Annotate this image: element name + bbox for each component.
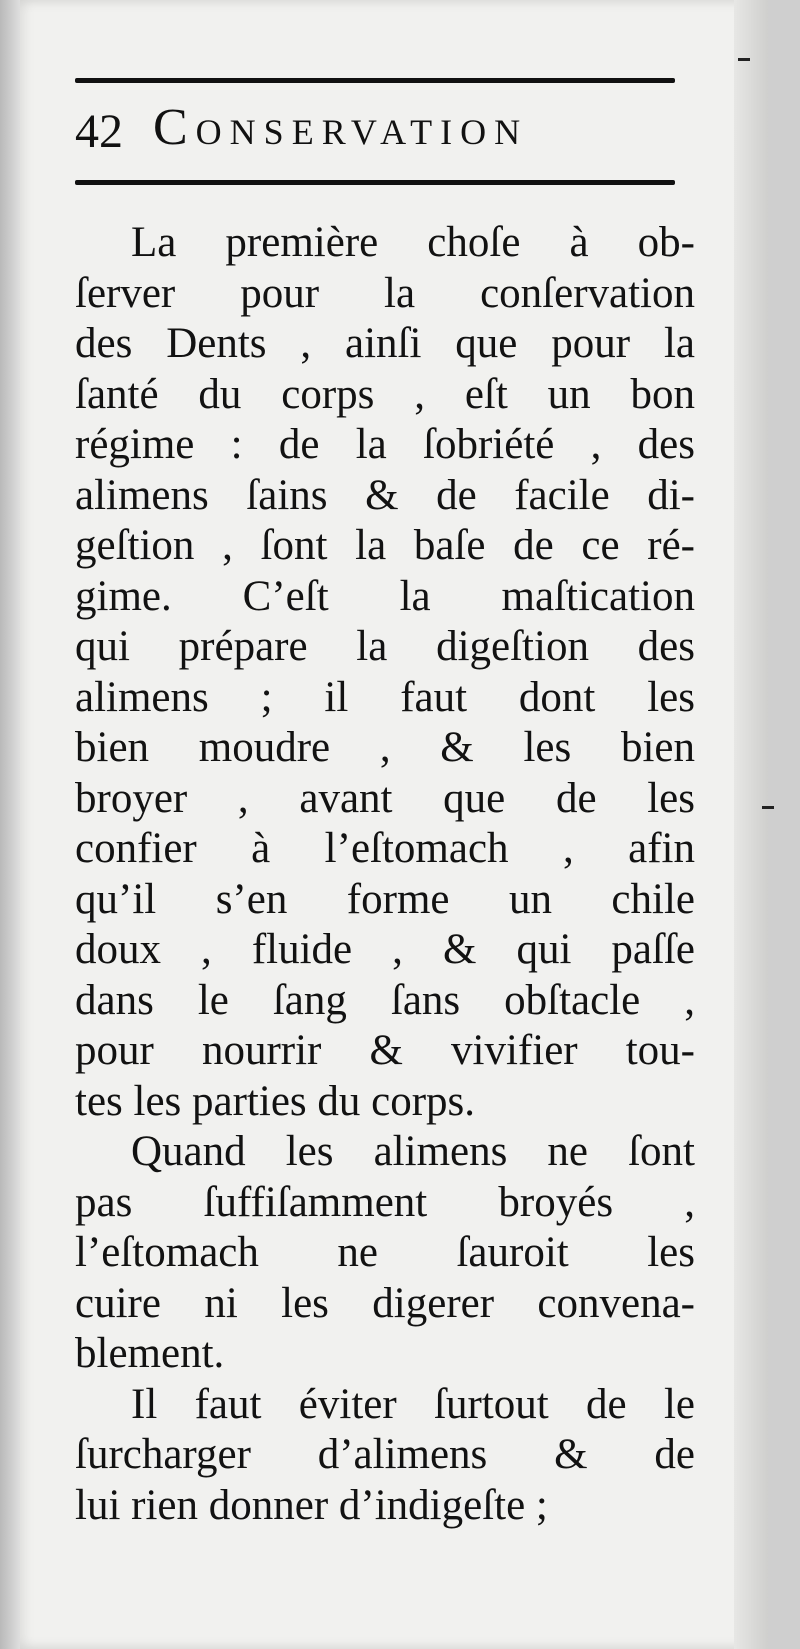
page-number: 42 [75,105,123,158]
header-rule-top [75,78,675,83]
text-line: bien moudre , & les bien [75,724,695,771]
text-line: qui prépare la digeſtion des [75,623,695,670]
text-line: La première choſe à ob- [131,219,695,266]
text-line: ſurcharger d’alimens & de [75,1431,695,1478]
text-line: doux , fluide , & qui paſſe [75,926,695,973]
text-line: des Dents , ainſi que pour la [75,320,695,367]
text-line: tes les parties du corps. [75,1077,476,1125]
text-line: qu’il s’en forme un chile [75,875,695,923]
text-line: lui rien donner d’indigeſte ; [75,1481,548,1529]
running-header [75,98,695,168]
text-line: pour nourrir & vivifier tou- [75,1027,695,1074]
page-gutter-shadow [734,0,768,1649]
header-rule-bottom [75,180,675,185]
text-line: régime : de la ſobriété , des [75,421,695,468]
paragraph-2 [75,1127,695,1380]
text-line: geſtion , ſont la baſe de ce ré- [75,522,695,569]
text-line: alimens ; il faut dont les [75,673,695,721]
running-title: Conservation [153,99,529,156]
text-line: Il faut éviter ſurtout de le [131,1380,695,1428]
paragraph-3 [75,1380,695,1532]
text-line: alimens ſains & de facile di- [75,471,695,519]
book-page [20,0,768,1649]
text-line: broyer , avant que de les [75,774,695,822]
text-line: blement. [75,1330,225,1377]
text-line: cuire ni les digerer convena- [75,1279,695,1327]
page-edge-mark [738,58,750,61]
scan-left-edge [0,0,22,1649]
text-line: ſanté du corps , eſt un bon [75,370,695,418]
text-line: gime. C’eſt la maſtication [75,572,695,620]
text-line: Quand les alimens ne ſont [131,1128,695,1175]
page-edge-mark [762,806,774,809]
text-line: l’eſtomach ne ſauroit les [75,1229,695,1276]
paragraph-1 [75,218,695,1127]
text-line: ſerver pour la conſervation [75,269,695,317]
text-line: dans le ſang ſans obſtacle , [75,976,695,1024]
text-line: confier à l’eſtomach , afin [75,825,695,872]
body-text [75,218,695,1531]
text-line: pas ſuffiſamment broyés , [75,1178,695,1226]
